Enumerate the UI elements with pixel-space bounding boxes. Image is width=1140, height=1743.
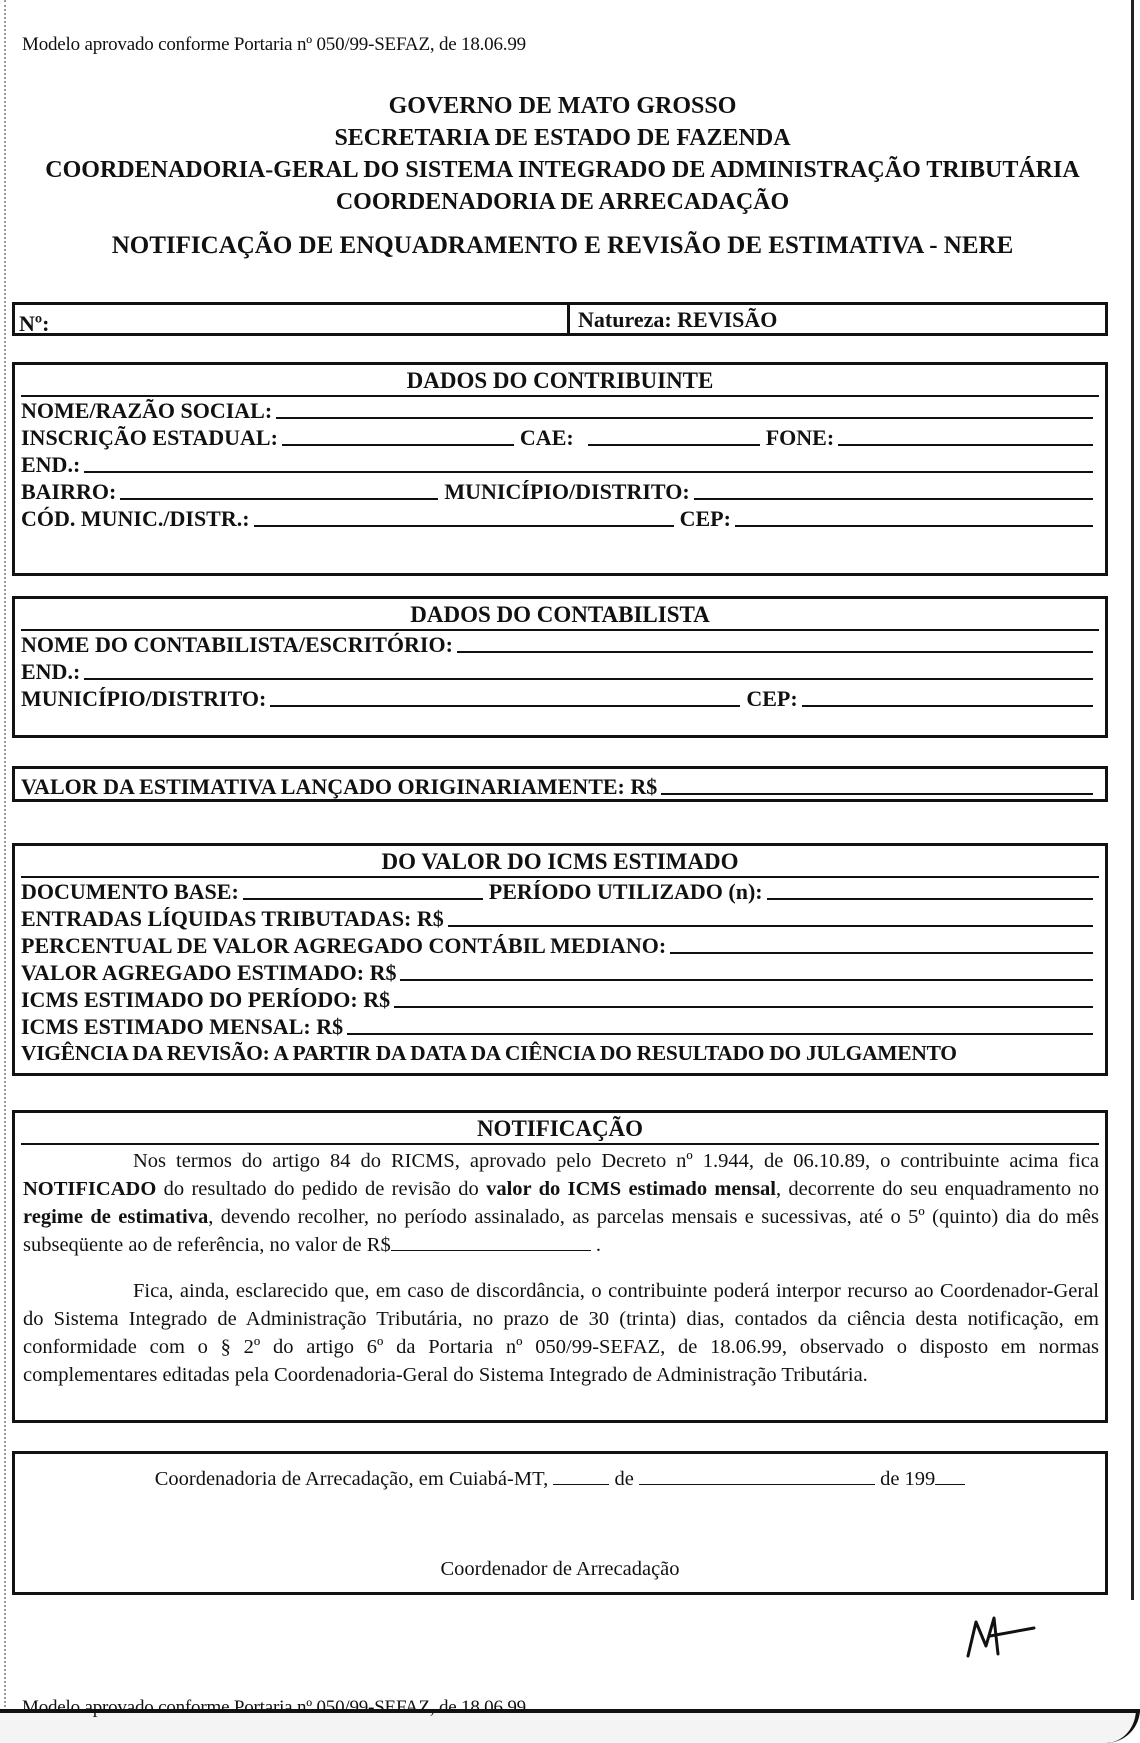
header-line-secretariat: SECRETARIA DE ESTADO DE FAZENDA: [334, 125, 791, 151]
taxpayer-section: [12, 362, 1108, 576]
accountant-name-field[interactable]: [457, 651, 1093, 653]
day-field[interactable]: [553, 1466, 609, 1485]
period-field[interactable]: [767, 898, 1093, 900]
base-document-field[interactable]: [243, 898, 483, 900]
month-field[interactable]: [639, 1466, 875, 1485]
form-row: [15, 1013, 1105, 1040]
section-title: DADOS DO CONTABILISTA: [21, 601, 1099, 631]
field-label: FONE:: [765, 425, 835, 450]
notification-body: [15, 1145, 1105, 1389]
field-label: CEP:: [746, 686, 798, 711]
form-row: [15, 773, 1105, 800]
field-label: NOME/RAZÃO SOCIAL:: [21, 398, 273, 423]
form-row: [15, 451, 1105, 478]
field-label: CEP:: [679, 506, 731, 531]
page-edge: [4, 0, 6, 1743]
icms-monthly-field[interactable]: [347, 1033, 1093, 1035]
form-row: [15, 986, 1105, 1013]
header-line-coordination: COORDENADORIA DE ARRECADAÇÃO: [335, 189, 790, 215]
form-row: [15, 505, 1105, 532]
document-title: NOTIFICAÇÃO DE ENQUADRAMENTO E REVISÃO DE ESTIMATIVA - NERE: [111, 232, 1014, 259]
nature-field: Natureza: REVISÃO: [578, 307, 778, 332]
model-note-top: Modelo aprovado conforme Portaria nº 050/99-SEFAZ, de 18.06.99: [22, 34, 526, 55]
form-row: [15, 478, 1105, 505]
installment-value-field[interactable]: [391, 1234, 591, 1251]
header-line-government: GOVERNO DE MATO GROSSO: [388, 93, 737, 119]
form-row: [15, 658, 1105, 685]
icms-period-field[interactable]: [394, 1006, 1093, 1008]
document-header: [0, 90, 1125, 218]
field-label: ENTRADAS LÍQUIDAS TRIBUTADAS: R$: [21, 906, 444, 931]
section-title: NOTIFICAÇÃO: [21, 1115, 1099, 1145]
header-line-coordination-general: COORDENADORIA-GERAL DO SISTEMA INTEGRADO DE ADMINISTRAÇÃO TRIBUTÁRIA: [45, 157, 1080, 183]
field-label: ICMS ESTIMADO MENSAL: R$: [21, 1014, 344, 1039]
municipality-field[interactable]: [694, 498, 1093, 500]
field-label: CAE:: [519, 425, 574, 450]
section-title: DADOS DO CONTRIBUINTE: [21, 367, 1099, 397]
name-field[interactable]: [276, 417, 1093, 419]
icms-estimate-section: [12, 843, 1108, 1076]
field-label: ICMS ESTIMADO DO PERÍODO: R$: [21, 987, 391, 1012]
field-label: NOME DO CONTABILISTA/ESCRITÓRIO:: [21, 632, 453, 657]
form-row: [15, 932, 1105, 959]
model-note-bottom: Modelo aprovado conforme Portaria nº 050/99-SEFAZ, de 18.06.99: [22, 1697, 526, 1718]
form-row: [15, 424, 1105, 451]
form-row: [15, 631, 1105, 658]
field-label: END.:: [21, 659, 81, 684]
original-estimate-box: [12, 766, 1108, 802]
field-label: VALOR DA ESTIMATIVA LANÇADO ORIGINARIAMENTE: R$: [21, 774, 658, 799]
field-label: DOCUMENTO BASE:: [21, 879, 239, 904]
form-row: [15, 685, 1105, 712]
net-entries-field[interactable]: [448, 925, 1093, 927]
notification-paragraph: Nos termos do artigo 84 do RICMS, aprovado pelo Decreto nº 1.944, de 06.10.89, o contribuinte acima fica NOTIFICADO do resultado do pedido de revisão do valor do ICMS estimado mensal, decorrente do seu enquadramento no regime de estimativa, devendo recolher, no período assinalado, as parcelas mensais e sucessivas, até o 5º (quinto) dia do mês subseqüente ao de referência, no valor de R$ .: [23, 1150, 1100, 1256]
handwritten-initials: [960, 1610, 1040, 1662]
form-row: [15, 397, 1105, 424]
accountant-address-field[interactable]: [84, 678, 1093, 680]
field-label: MUNICÍPIO/DISTRITO:: [21, 686, 267, 711]
signature-section: [12, 1451, 1108, 1595]
neighborhood-field[interactable]: [120, 498, 438, 500]
cae-field[interactable]: [588, 444, 760, 446]
field-label: MUNICÍPIO/DISTRITO:: [444, 479, 690, 504]
section-title: DO VALOR DO ICMS ESTIMADO: [21, 848, 1099, 878]
original-estimate-field[interactable]: [661, 793, 1093, 795]
coordinator-title: Coordenador de Arrecadação: [440, 1558, 680, 1580]
state-registration-field[interactable]: [282, 444, 514, 446]
municipality-code-field[interactable]: [254, 525, 674, 527]
page-edge: [1131, 0, 1134, 1600]
zip-code-field[interactable]: [735, 525, 1093, 527]
form-row: [15, 878, 1105, 905]
field-label: END.:: [21, 452, 81, 477]
date-place-line: Coordenadoria de Arrecadação, em Cuiabá-MT, de de 199: [15, 1466, 1105, 1491]
form-row: [15, 905, 1105, 932]
number-nature-box: [12, 302, 1108, 336]
number-field[interactable]: Nº:: [15, 305, 570, 333]
accountant-municipality-field[interactable]: [270, 705, 740, 707]
field-label: BAIRRO:: [21, 479, 117, 504]
notification-section: [12, 1110, 1108, 1423]
notification-paragraph: Fica, ainda, esclarecido que, em caso de discordância, o contribuinte poderá interpor recurso ao Coordenador-Geral do Sistema Integrado de Administração Tributária, no prazo de 30 (trinta) dias, contados da ciência desta notificação, em conformidade com o § 2º do artigo 6º da Portaria nº 050/99-SEFAZ, de 18.06.99, observado o disposto em normas complementares editadas pela Coordenadoria-Geral do Sistema Integrado de Administração Tributária.: [23, 1280, 1099, 1386]
year-field[interactable]: [935, 1466, 965, 1485]
field-label: PERCENTUAL DE VALOR AGREGADO CONTÁBIL MEDIANO:: [21, 933, 667, 958]
added-value-field[interactable]: [400, 979, 1093, 981]
accountant-section: [12, 596, 1108, 738]
phone-field[interactable]: [838, 444, 1093, 446]
form-row: [15, 959, 1105, 986]
field-label: PERÍODO UTILIZADO (n):: [488, 879, 763, 904]
field-label: CÓD. MUNIC./DISTR.:: [21, 506, 250, 531]
form-row: [15, 1040, 1105, 1067]
address-field[interactable]: [84, 471, 1093, 473]
field-label: INSCRIÇÃO ESTADUAL:: [21, 425, 278, 450]
field-label: VALOR AGREGADO ESTIMADO: R$: [21, 960, 397, 985]
accountant-zip-field[interactable]: [802, 705, 1093, 707]
added-value-percent-field[interactable]: [670, 952, 1093, 954]
validity-text: VIGÊNCIA DA REVISÃO: A PARTIR DA DATA DA CIÊNCIA DO RESULTADO DO JULGAMENTO: [21, 1041, 957, 1065]
